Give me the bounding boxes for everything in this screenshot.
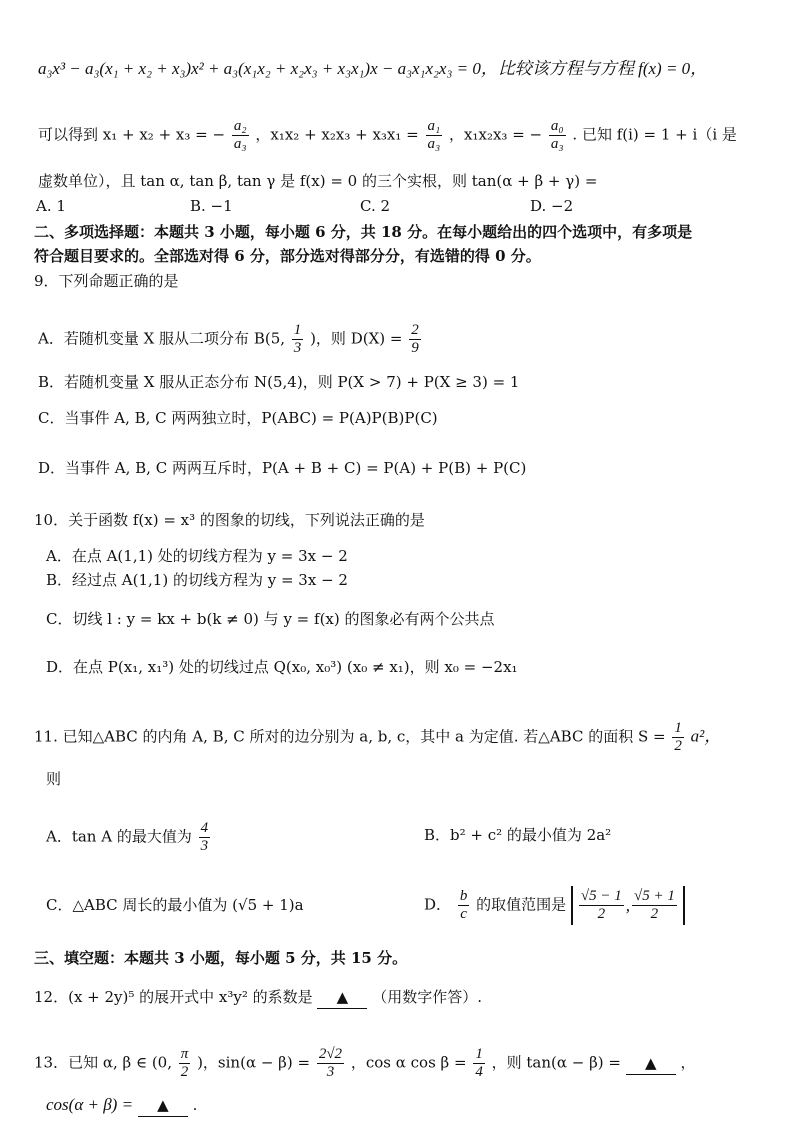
q11-option-d [424, 886, 685, 925]
q13-text-a: 13．已知 α, β ∈ (0, [34, 1053, 172, 1072]
q12-line [34, 986, 482, 1009]
q13-line1 [34, 1046, 696, 1081]
q13-text-b: )，sin(α − β) = [197, 1053, 311, 1072]
q11-stem-line1 [34, 720, 721, 755]
q10-option-d: D．在点 P(x₁, x₁³) 处的切线过点 Q(x₀, x₀³) (x₀ ≠ x₁)，则 x₀ = −2x₁ [46, 658, 518, 676]
q11-option-a [46, 820, 212, 855]
q11-stem-text: 11. 已知△ABC 的内角 A, B, C 所对的边分别为 a, b, c，其中 a 为定值. 若△ABC 的面积 S = [34, 727, 666, 746]
q12-answer-blank[interactable]: ▲ [317, 986, 367, 1009]
q8-option-c: C. 2 [360, 197, 391, 215]
q8-vieta-text-d: . 已知 f(i) = 1 + i（i 是 [572, 125, 737, 144]
q9-fraction-1-3: $\frac{1}{3}$ [293, 322, 302, 356]
q13-answer-blank-2[interactable]: ▲ [138, 1094, 188, 1117]
q11-option-d-label: D． [424, 895, 452, 914]
q8-fraction-a2-a3: $\frac{\text{a₂}}{\text{a₃}}$ [233, 118, 247, 152]
q11-option-b: B．b² + c² 的最小值为 2a² [424, 826, 612, 844]
q11-stem-line2: 则 [46, 770, 62, 788]
q11-option-c: C．△ABC 周长的最小值为 (√5 + 1)a [46, 896, 304, 914]
q9-fraction-2-9: $\frac{2}{9}$ [411, 322, 419, 356]
q8-option-d: D. −2 [530, 197, 574, 215]
q8-vieta-text-c: ，x₁x₂x₃ = − [449, 125, 543, 144]
q9-stem: 9．下列命题正确的是 [34, 272, 179, 290]
q12-tail: （用数字作答）. [372, 988, 482, 1006]
q8-fraction-a1-a3: $\frac{\text{a₁}}{\text{a₃}}$ [427, 118, 441, 152]
q13-text-c: ，cos α cos β = [350, 1053, 467, 1072]
q13-line2 [46, 1094, 197, 1117]
q13-fraction-1-4: $\frac{1}{4}$ [475, 1046, 483, 1080]
q9-option-c: C．当事件 A, B, C 两两独立时，P(ABC) = P(A)P(B)P(C) [38, 409, 438, 427]
q11-option-d-text: 的取值范围是 [476, 895, 567, 914]
q10-option-b: B．经过点 A(1,1) 的切线方程为 y = 3x − 2 [46, 571, 348, 589]
q13-fraction-pi-2: $\frac{\pi}{2}$ [180, 1046, 189, 1080]
q8-condition-line: 虚数单位），且 tan α, tan β, tan γ 是 f(x) = 0 的三个实根，则 tan(α + β + γ) = [38, 172, 598, 190]
q12-text: 12．(x + 2y)⁵ 的展开式中 x³y² 的系数是 [34, 988, 313, 1006]
q10-option-c: C．切线 l : y = kx + b(k ≠ 0) 与 y = f(x) 的图象必有两个公共点 [46, 610, 495, 628]
q8-vieta-text-a: 可以得到 x₁ + x₂ + x₃ = − [38, 125, 226, 144]
q10-option-a: A．在点 A(1,1) 处的切线方程为 y = 3x − 2 [46, 547, 348, 565]
q8-vieta-text-b: ，x₁x₂ + x₂x₃ + x₃x₁ = [255, 125, 419, 144]
q11-fraction-1-2: $\frac{1}{2}$ [674, 720, 682, 754]
q8-option-a: A. 1 [36, 197, 66, 215]
q11-stem-tail: a²， [690, 726, 722, 746]
q13-fraction-2root2-3: $\frac{2√2}{3}$ [318, 1046, 343, 1080]
q11-option-a-text: A．tan A 的最大值为 [46, 827, 192, 846]
q8-equation-line: a₃x³ − a₃(x₁ + x₂ + x₃)x² + a₃(x₁x₂ + x₂x₃ + x₃x₁)x − a₃x₁x₂x₃ = 0，比较该方程与方程 f(x) = 0， [38, 59, 708, 78]
q13-text-cos: cos(α + β) = [46, 1095, 134, 1114]
q9-option-b: B．若随机变量 X 服从正态分布 N(5,4)，则 P(X > 7) + P(X ≥ 3) = 1 [38, 373, 520, 391]
q8-vieta-line [38, 118, 737, 153]
q11-interval-lower: $\frac{√5 - 1}{2}$ [580, 888, 622, 922]
section3-header: 三、填空题：本题共 3 小题，每小题 5 分，共 15 分。 [34, 949, 408, 967]
q10-stem: 10．关于函数 f(x) = x³ 的图象的切线，下列说法正确的是 [34, 511, 425, 529]
q11-interval-bracket: $\frac{√5 - 1}{2}$ , $\frac{√5 + 1}{2}$ [571, 886, 685, 925]
q13-text-e: ， [680, 1053, 696, 1072]
q9-option-a-text1: A．若随机变量 X 服从二项分布 B(5, [38, 329, 286, 348]
q11-fraction-b-c: $\frac{b}{c}$ [459, 888, 468, 922]
q11-interval-upper: $\frac{√5 + 1}{2}$ [634, 888, 675, 922]
q11-fraction-4-3: $\frac{4}{3}$ [200, 820, 209, 854]
q9-option-a [38, 322, 423, 357]
q13-text-f: . [192, 1096, 198, 1114]
section2-header-line1: 二、多项选择题：本题共 3 小题，每小题 6 分，共 18 分。在每小题给出的四个选项中，有多项是 [34, 223, 693, 241]
q8-fraction-a0-a3: $\frac{\text{a₀}}{\text{a₃}}$ [550, 118, 564, 152]
q9-option-d: D．当事件 A, B, C 两两互斥时，P(A + B + C) = P(A) + P(B) + P(C) [38, 459, 527, 477]
q9-option-a-text2: )，则 D(X) = [310, 329, 403, 348]
q13-answer-blank-1[interactable]: ▲ [626, 1052, 676, 1075]
q8-option-b: B. −1 [190, 197, 233, 215]
q13-text-d: ，则 tan(α − β) = [491, 1053, 621, 1072]
section2-header-line2: 符合题目要求的。全部选对得 6 分，部分选对得部分分，有选错的得 0 分。 [34, 247, 541, 265]
